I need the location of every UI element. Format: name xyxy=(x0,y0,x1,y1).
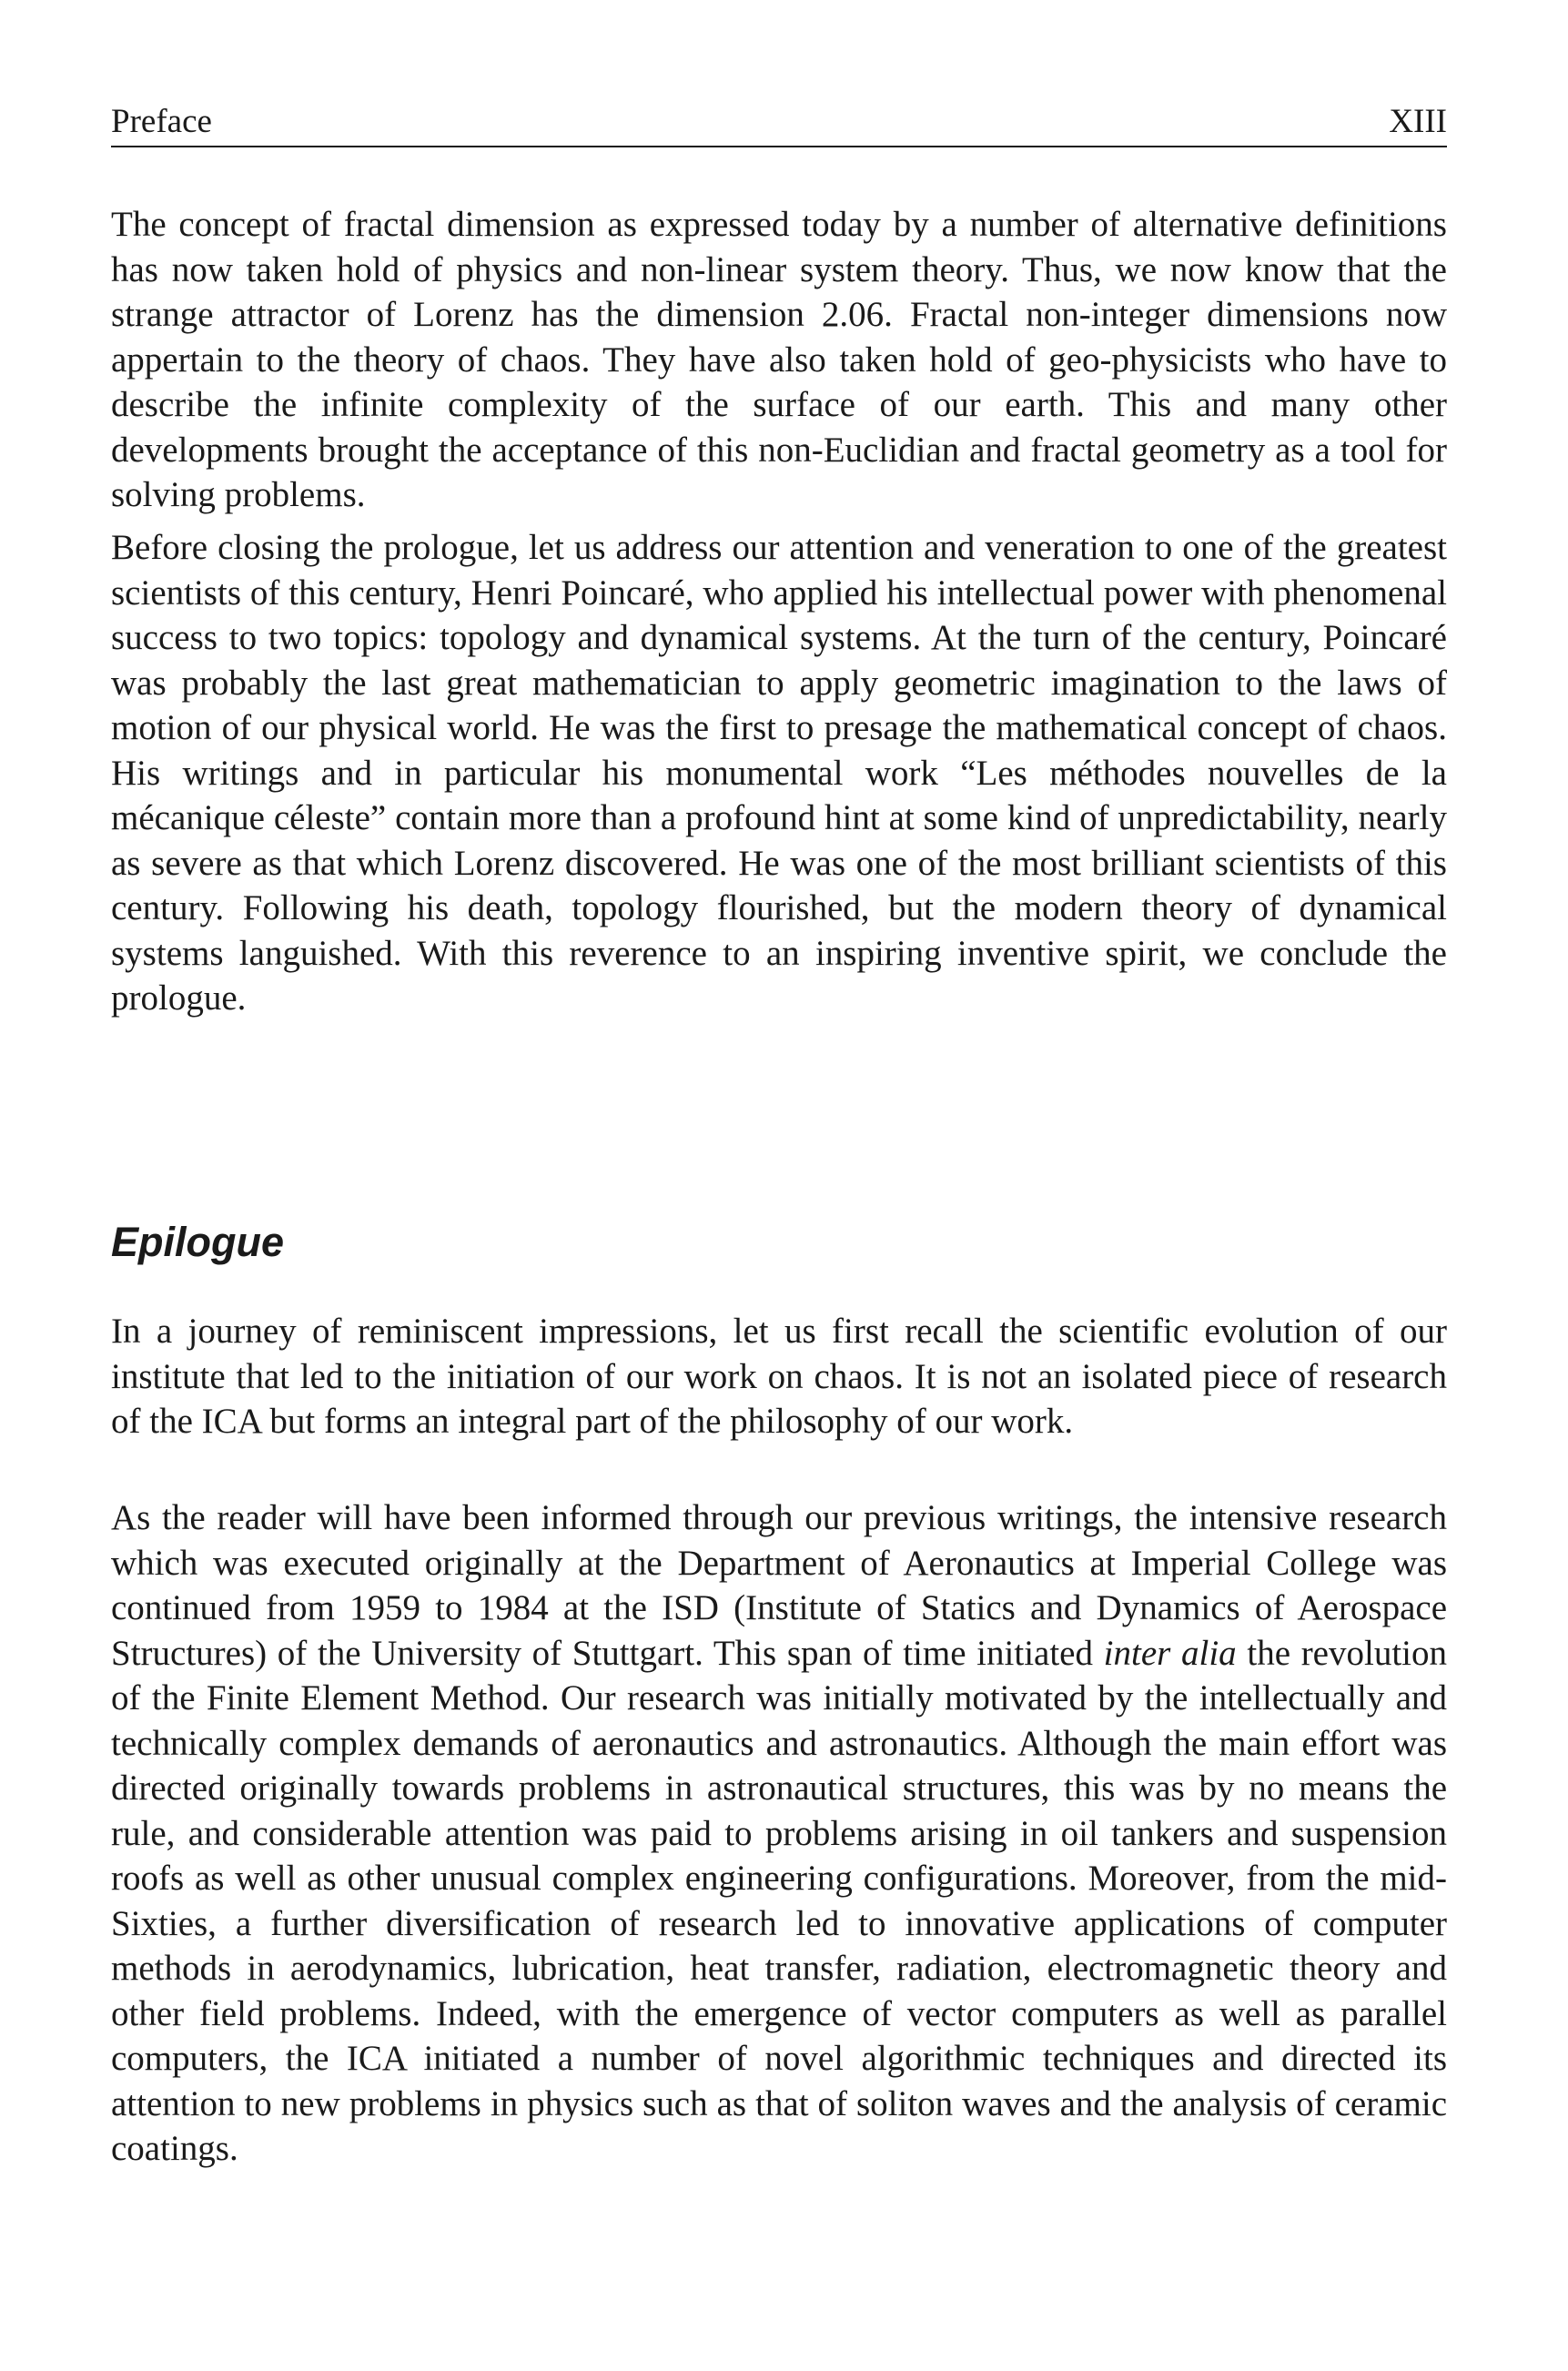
running-head-section: Preface xyxy=(111,103,212,140)
paragraph-journey: In a journey of reminiscent impressions, let us first recall the scientific evolution of our institute that led to the initiation of our work on chaos. It is not an isolated piece of research of the ICA but forms an integral part of the philosophy of our work. xyxy=(111,1312,1447,1441)
book-page xyxy=(111,0,1447,2371)
header-rule xyxy=(111,146,1447,147)
paragraph-text-start: As the reader will have been informed through our previous writings, the intensive research which was executed originally at the Department of Aeronautics at Imperial College was continued from 1959 to 1984 at the ISD (Institute of Statics and Dynamics of Aerospace Structures) of the University of Stuttgart. This span of time initiated xyxy=(111,1498,1447,1673)
paragraph-research-history xyxy=(111,1495,1447,2172)
page-number: XIII xyxy=(1389,103,1447,140)
paragraph-text-end: the revolution of the Finite Element Method. Our research was initially motivated by the intellectually and technically complex demands of aeronautics and astronautics. Although the main effort was directed originally towards problems in astronautical structures, this was by no means the rule, and considerable attention was paid to problems arising in oil tankers and suspension roofs as well as other unusual complex engineering configurations. Moreover, from the mid-Sixties, a further diversification of research led to innovative applications of computer methods in aerodynamics, lubrication, heat transfer, radiation, electromagnetic theory and other field problems. Indeed, with the emergence of vector computers as well as parallel computers, the ICA initiated a number of novel algorithmic techniques and directed its attention to new problems in physics such as that of soliton waves and the analysis of ceramic coatings. xyxy=(111,1633,1447,2168)
italic-phrase: inter alia xyxy=(1103,1633,1237,1673)
running-head xyxy=(111,98,1447,146)
paragraph-poincare: Before closing the prologue, let us address our attention and veneration to one of the greatest scientists of this century, Henri Poincaré, who applied his intellectual power with phenomenal success to two topics: topology and dynamical systems. At the turn of the century, Poincaré was probably the last great mathematician to apply geometric imagination to the laws of motion of our physical world. He was the first to presage the mathematical concept of chaos. His writings and in particular his monumental work “Les méthodes nouvelles de la mécanique céleste” contain more than a profound hint at some kind of unpredictability, nearly as severe as that which Lorenz discovered. He was one of the most brilliant scientists of this century. Following his death, topology flourished, but the modern theory of dynamical systems languished. With this reverence to an inspiring inventive spirit, we conclude the prologue. xyxy=(111,528,1447,1018)
section-title-epilogue: Epilogue xyxy=(111,1219,284,1265)
paragraph-fractal-dimension: The concept of fractal dimension as expressed today by a number of alternative definitions has now taken hold of physics and non-linear system theory. Thus, we now know that the strange attractor of Lorenz has the dimension 2.06. Fractal non-integer dimensions now appertain to the theory of chaos. They have also taken hold of geo-physicists who have to describe the infinite complexity of the surface of our earth. This and many other developments brought the acceptance of this non-Euclidian and fractal geometry as a tool for solving problems. xyxy=(111,205,1447,514)
